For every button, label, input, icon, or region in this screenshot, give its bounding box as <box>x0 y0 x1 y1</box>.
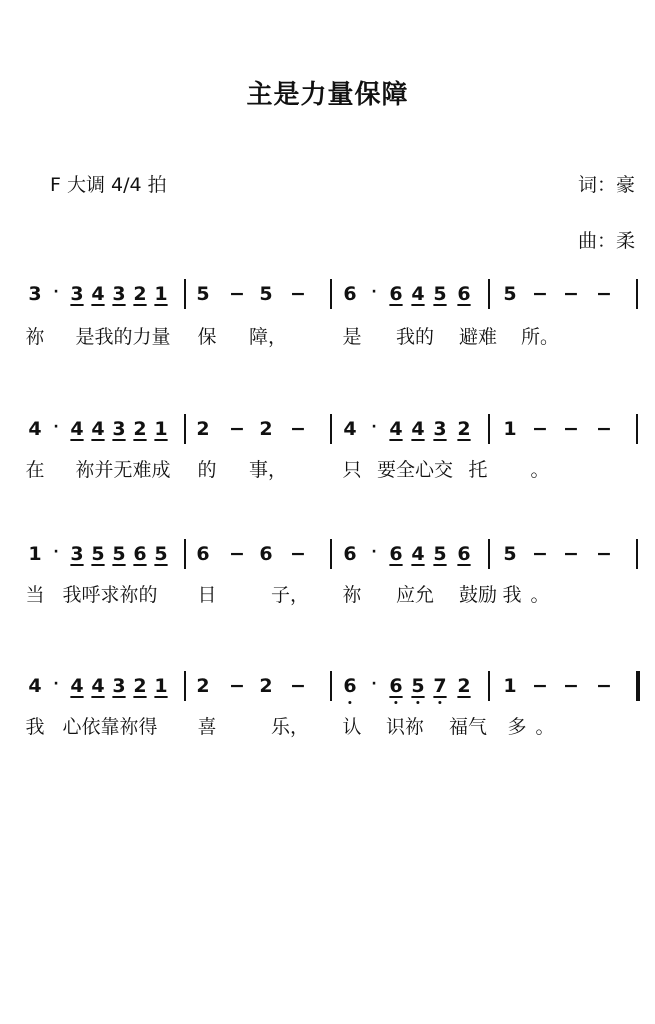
note: 6 <box>259 543 273 565</box>
lyric-segment: 祢 <box>25 326 45 348</box>
note: − <box>596 283 612 305</box>
lyric-segment: 要全心交 <box>376 459 454 481</box>
lyric-segment: 喜 <box>197 716 217 738</box>
note: 4 <box>91 283 105 305</box>
final-barline <box>636 671 640 701</box>
note: 5 <box>433 283 447 305</box>
note: 7 <box>433 675 447 697</box>
note: 4 <box>389 418 403 440</box>
note: 2 <box>196 675 210 697</box>
note: 3 <box>70 543 84 565</box>
lyric-segment: 。 <box>530 584 550 606</box>
note: 6 <box>343 675 357 697</box>
note: 5 <box>259 283 273 305</box>
barline <box>488 539 490 569</box>
note: − <box>229 418 245 440</box>
note: 2 <box>457 418 471 440</box>
lyric-segment: 祢并无难成 <box>75 459 171 481</box>
barline <box>184 414 186 444</box>
barline <box>636 279 638 309</box>
note: − <box>563 418 579 440</box>
lyric-segment: 日 <box>197 584 217 606</box>
lyric-segment: 乐， <box>270 716 310 738</box>
barline <box>636 539 638 569</box>
note: 2 <box>259 418 273 440</box>
note: 4 <box>70 418 84 440</box>
note: − <box>532 675 548 697</box>
note: 3 <box>112 418 126 440</box>
note: − <box>563 675 579 697</box>
note: 1 <box>154 675 168 697</box>
key-meter: F 大调 4/4 拍 <box>50 174 167 196</box>
lyric-segment: 当 <box>25 584 45 606</box>
lyric-segment: 我的 <box>395 326 435 348</box>
note: 1 <box>154 418 168 440</box>
note: 5 <box>91 543 105 565</box>
lyric-segment: 保 <box>197 326 217 348</box>
note: 3 <box>112 675 126 697</box>
note: 4 <box>28 418 42 440</box>
lyric-segment: 。 <box>535 716 555 738</box>
note: 6 <box>133 543 147 565</box>
note: 1 <box>28 543 42 565</box>
note: · <box>371 284 377 300</box>
note: 5 <box>433 543 447 565</box>
note: − <box>229 283 245 305</box>
lyric-segment: 应允 <box>395 584 435 606</box>
note: 6 <box>457 543 471 565</box>
note: 2 <box>133 418 147 440</box>
note: − <box>596 418 612 440</box>
note: 2 <box>196 418 210 440</box>
note: − <box>290 418 306 440</box>
note: · <box>53 544 59 560</box>
lyric-segment: 只 <box>342 459 362 481</box>
note: · <box>53 419 59 435</box>
lyric-segment: 我呼求祢的 <box>62 584 158 606</box>
lyric-segment: 认 <box>342 716 362 738</box>
lyric-segment: 祢 <box>342 584 362 606</box>
note: − <box>290 543 306 565</box>
note: − <box>229 543 245 565</box>
note: 5 <box>411 675 425 697</box>
note: 6 <box>343 283 357 305</box>
note: − <box>290 675 306 697</box>
note: 4 <box>28 675 42 697</box>
note: 3 <box>28 283 42 305</box>
composer: 曲：柔 <box>577 230 635 252</box>
note: 1 <box>503 418 517 440</box>
note: 5 <box>196 283 210 305</box>
note: − <box>596 543 612 565</box>
note: 5 <box>503 543 517 565</box>
note: 4 <box>91 675 105 697</box>
note: 4 <box>91 418 105 440</box>
barline <box>184 671 186 701</box>
note: 6 <box>389 543 403 565</box>
lyric-segment: 福气 <box>448 716 488 738</box>
lyric-segment: 我 <box>25 716 45 738</box>
note: · <box>371 419 377 435</box>
note: 2 <box>133 675 147 697</box>
barline <box>488 279 490 309</box>
note: − <box>532 283 548 305</box>
lyric-segment: 鼓励 <box>458 584 498 606</box>
barline <box>330 279 332 309</box>
note: − <box>596 675 612 697</box>
lyric-segment: 的 <box>197 459 217 481</box>
barline <box>330 539 332 569</box>
barline <box>636 414 638 444</box>
note: · <box>53 676 59 692</box>
note: − <box>532 418 548 440</box>
note: 6 <box>389 675 403 697</box>
note: − <box>532 543 548 565</box>
lyric-segment: 我 <box>502 584 522 606</box>
note: 4 <box>411 283 425 305</box>
note: 6 <box>343 543 357 565</box>
note: 3 <box>112 283 126 305</box>
note: · <box>371 544 377 560</box>
note: 1 <box>503 675 517 697</box>
note: 1 <box>154 283 168 305</box>
barline <box>488 671 490 701</box>
lyric-segment: 多 <box>507 716 527 738</box>
barline <box>184 279 186 309</box>
note: 5 <box>503 283 517 305</box>
barline <box>184 539 186 569</box>
lyric-segment: 是 <box>342 326 362 348</box>
barline <box>330 414 332 444</box>
barline <box>488 414 490 444</box>
note: 4 <box>70 675 84 697</box>
note: 4 <box>411 418 425 440</box>
note: 5 <box>154 543 168 565</box>
song-title: 主是力量保障 <box>246 80 409 110</box>
note: 2 <box>133 283 147 305</box>
note: 2 <box>259 675 273 697</box>
lyric-segment: 事， <box>248 459 288 481</box>
note: 4 <box>411 543 425 565</box>
lyric-segment: 子， <box>270 584 310 606</box>
note: 3 <box>70 283 84 305</box>
note: − <box>229 675 245 697</box>
note: − <box>563 283 579 305</box>
note: − <box>290 283 306 305</box>
note: · <box>53 284 59 300</box>
lyric-segment: 。 <box>530 459 550 481</box>
note: 3 <box>433 418 447 440</box>
lyric-segment: 障， <box>248 326 288 348</box>
note: 6 <box>457 283 471 305</box>
lyric-segment: 托 <box>468 459 488 481</box>
lyric-segment: 心依靠祢得 <box>62 716 158 738</box>
lyric-segment: 在 <box>25 459 45 481</box>
lyric-segment: 是我的力量 <box>75 326 171 348</box>
barline <box>330 671 332 701</box>
note: 6 <box>389 283 403 305</box>
note: 2 <box>457 675 471 697</box>
note: 5 <box>112 543 126 565</box>
note: 6 <box>196 543 210 565</box>
lyric-segment: 识祢 <box>385 716 425 738</box>
note: − <box>563 543 579 565</box>
lyricist: 词：豪 <box>577 174 635 196</box>
note: 4 <box>343 418 357 440</box>
note: · <box>371 676 377 692</box>
lyric-segment: 避难 <box>458 326 498 348</box>
lyric-segment: 所。 <box>520 326 560 348</box>
